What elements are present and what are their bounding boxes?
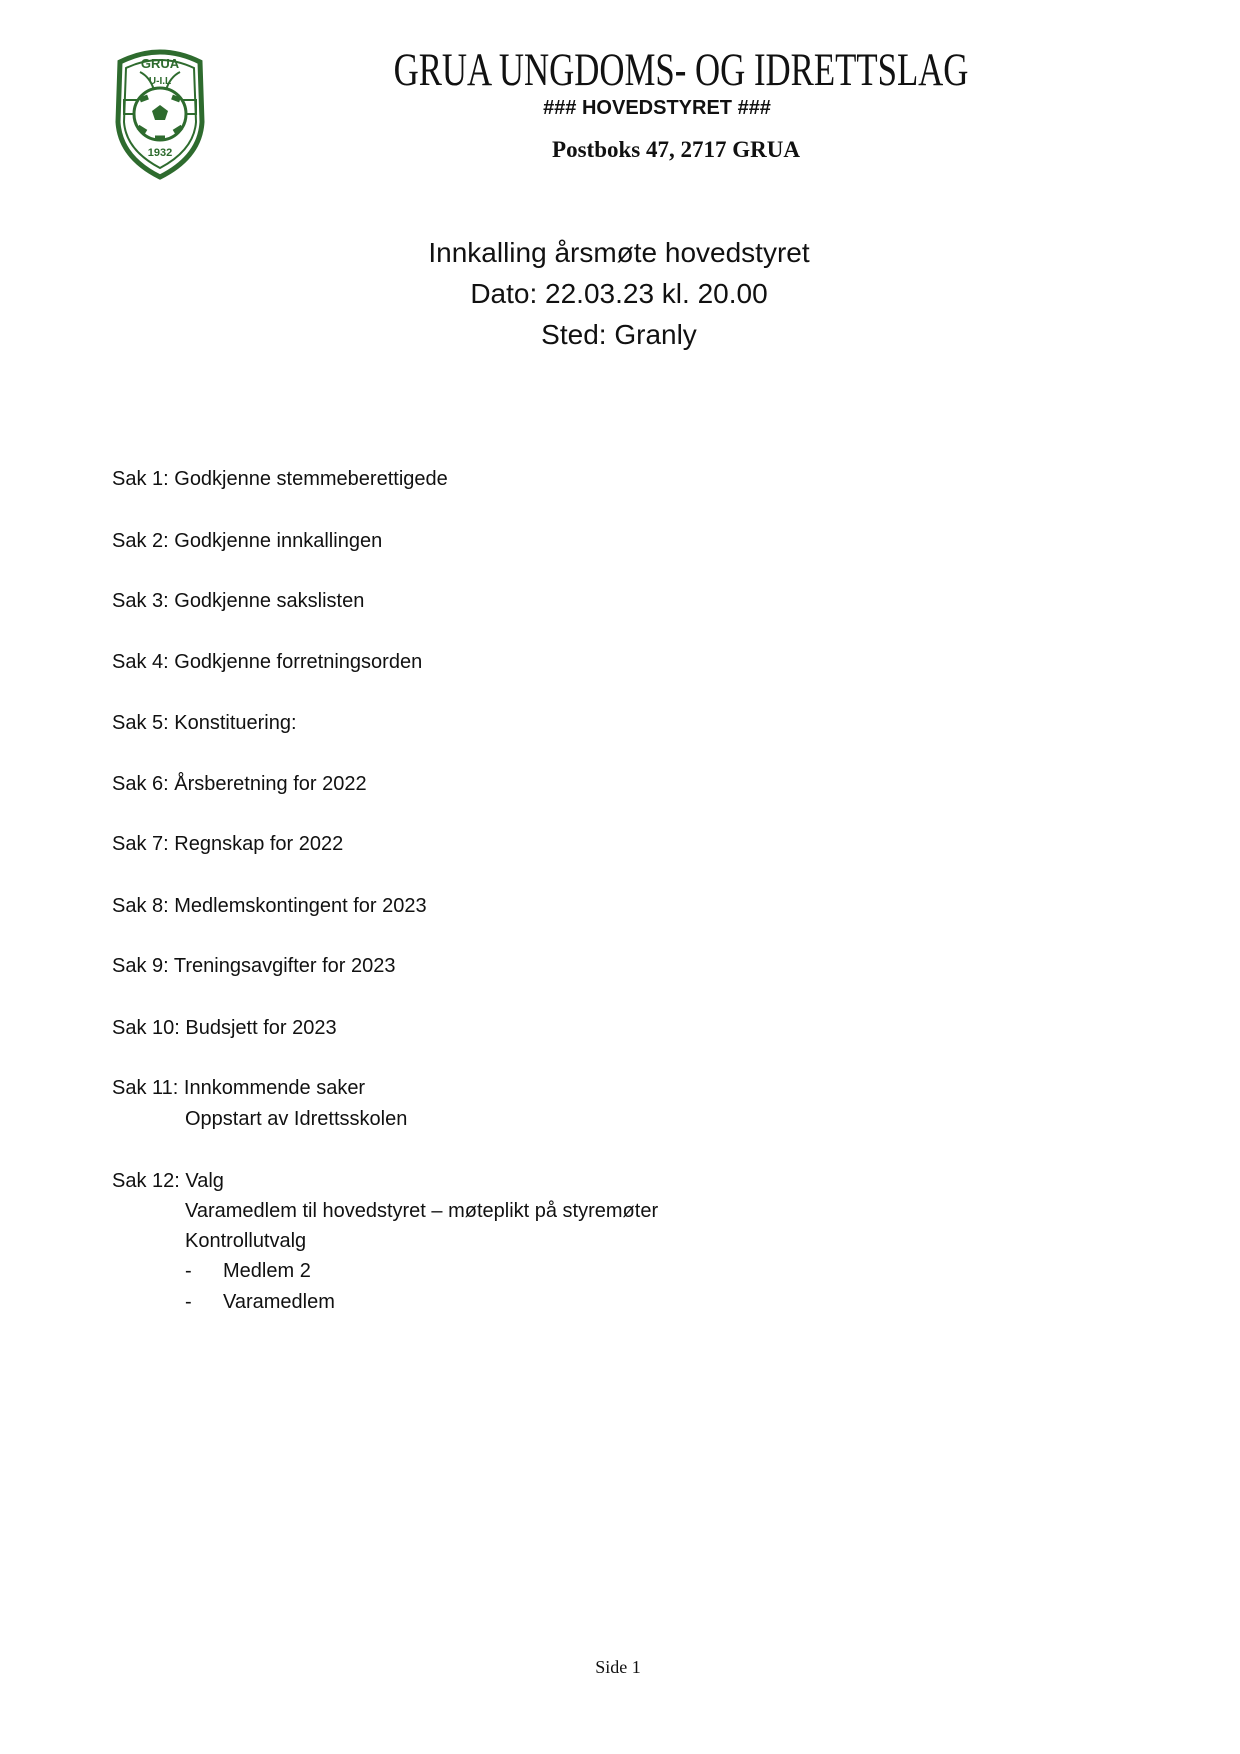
- address: Postboks 47, 2717 GRUA: [552, 137, 800, 162]
- meeting-place: Sted: Granly: [541, 319, 697, 350]
- agenda-item: Sak 11: Innkommende saker: [112, 1077, 366, 1099]
- club-logo: [110, 42, 210, 182]
- agenda-subitem: Kontrollutvalg: [185, 1230, 307, 1252]
- logo-text-uil: U-I.L: [148, 76, 172, 87]
- agenda-item: Sak 5: Konstituering:: [112, 712, 297, 734]
- agenda-item: Sak 12: Valg: [112, 1170, 224, 1192]
- agenda-item: Sak 9: Treningsavgifter for 2023: [112, 955, 396, 977]
- agenda-item: Sak 6: Årsberetning for 2022: [112, 773, 367, 795]
- logo-text-year: 1932: [147, 147, 173, 159]
- board-name: ### HOVEDSTYRET ###: [543, 97, 771, 119]
- agenda-subitem: Varamedlem til hovedstyret – møteplikt på styremøter: [185, 1200, 659, 1222]
- agenda-bullet: Varamedlem: [223, 1291, 335, 1313]
- bullet-dash: -: [185, 1291, 192, 1313]
- bullet-dash: -: [185, 1260, 192, 1282]
- agenda-item: Sak 10: Budsjett for 2023: [112, 1017, 337, 1039]
- document-title: Innkalling årsmøte hovedstyret: [428, 237, 810, 268]
- agenda-item: Sak 3: Godkjenne sakslisten: [112, 590, 365, 612]
- org-name: GRUA UNGDOMS- OG IDRETTSLAG: [393, 44, 969, 96]
- agenda-subitem: Oppstart av Idrettsskolen: [185, 1108, 408, 1130]
- agenda-item: Sak 7: Regnskap for 2022: [112, 833, 344, 855]
- agenda-item: Sak 8: Medlemskontingent for 2023: [112, 895, 427, 917]
- meeting-date: Dato: 22.03.23 kl. 20.00: [470, 278, 768, 309]
- agenda-item: Sak 4: Godkjenne forretningsorden: [112, 651, 423, 673]
- page-number: Side 1: [595, 1657, 641, 1677]
- agenda-bullet: Medlem 2: [223, 1260, 311, 1282]
- agenda-item: Sak 2: Godkjenne innkallingen: [112, 530, 383, 552]
- logo-text-grua: GRUA: [140, 56, 180, 71]
- agenda-item: Sak 1: Godkjenne stemmeberettigede: [112, 468, 448, 490]
